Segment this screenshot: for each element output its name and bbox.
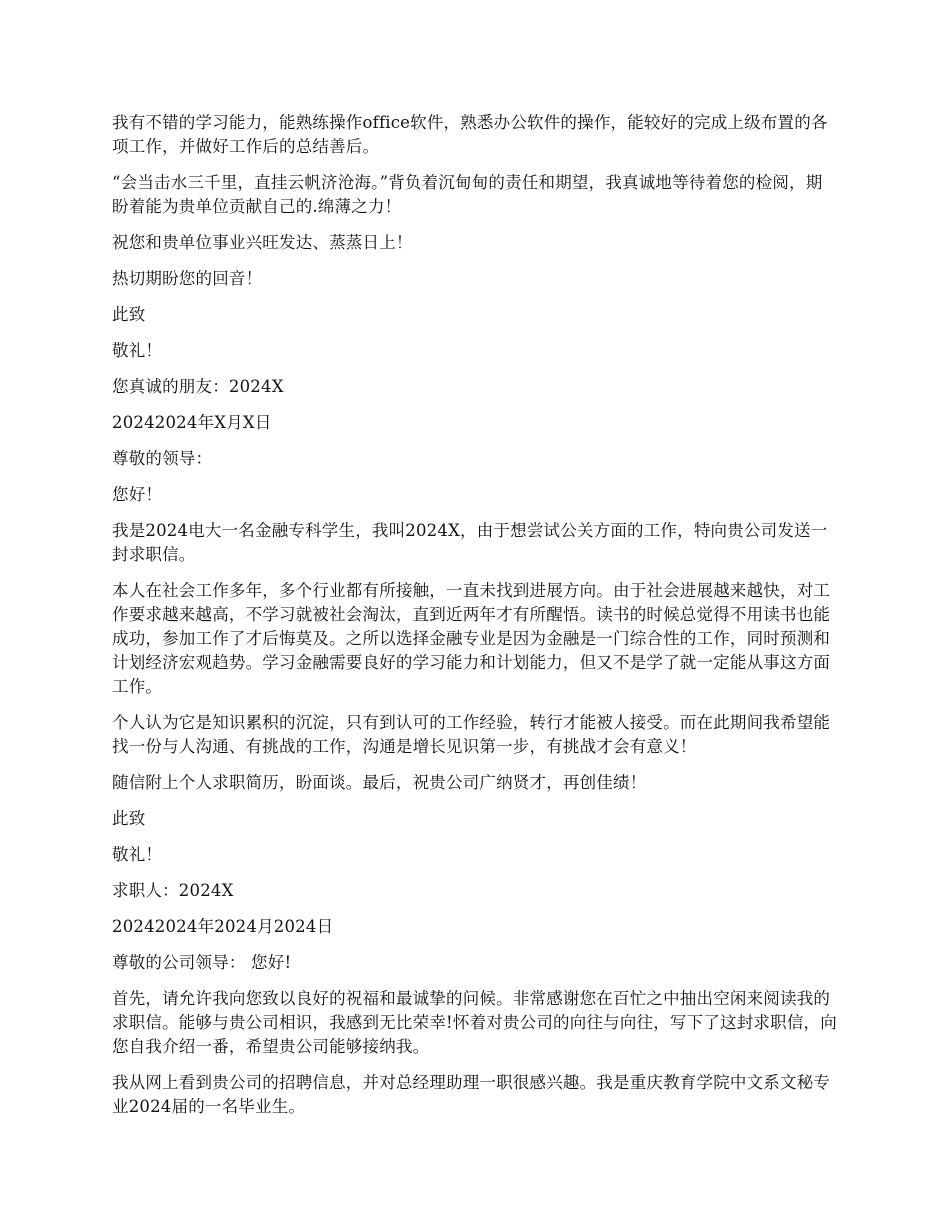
paragraph-await-reply: 热切期盼您的回音！ [112, 269, 263, 288]
closing-regards: 敬礼！ [112, 341, 163, 360]
date-line: 20242024年X月X日 [112, 413, 272, 432]
paragraph-intro: 我是2024电大一名金融专科学生，我叫2024X，由于想尝试公关方面的工作，特向贵公司发送一封求职信。 [112, 521, 828, 564]
date-line: 20242024年2024月2024日 [112, 917, 334, 936]
greeting-hello: 您好！ [112, 485, 163, 504]
closing-salutation: 此致 [112, 809, 146, 828]
paragraph-skills: 我有不错的学习能力，能熟练操作office软件，熟悉办公软件的操作，能较好的完成上级布置的各项工作，并做好工作后的总结善后。 [112, 113, 828, 156]
greeting-recipient: 尊敬的领导： [112, 449, 213, 468]
greeting-recipient: 尊敬的公司领导： 您好! [112, 953, 292, 972]
signature: 求职人：2024X [112, 881, 234, 900]
paragraph-experience: 本人在社会工作多年，多个行业都有所接触，一直未找到进展方向。由于社会进展越来越快，对工作要求越来越高，不学习就被社会淘汰，直到近两年才有所醒悟。读书的时候总觉得不用读书也能成功，参加工作了才后悔莫及。之所以选择金融专业是因为金融是一门综合性的工作，同时预测和计划经济宏观趋势。学习金融需要良好的学习能力和计划能力，但又不是学了就一定能从事这方面工作。 [112, 581, 831, 696]
closing-salutation: 此致 [112, 305, 146, 324]
paragraph-resume: 随信附上个人求职简历，盼面谈。最后，祝贵公司广纳贤才，再创佳绩！ [112, 773, 647, 792]
paragraph-goals: 个人认为它是知识累积的沉淀，只有到认可的工作经验，转行才能被人接受。而在此期间我希望能找一份与人沟通、有挑战的工作，沟通是增长见识第一步，有挑战才会有意义！ [112, 713, 831, 756]
closing-regards: 敬礼！ [112, 845, 163, 864]
paragraph-position-interest: 我从网上看到贵公司的招聘信息，并对总经理助理一职很感兴趣。我是重庆教育学院中文系文秘专业2024届的一名毕业生。 [112, 1073, 831, 1116]
paragraph-opening: 首先，请允许我向您致以良好的祝福和最诚挚的问候。非常感谢您在百忙之中抽出空闲来阅读我的求职信。能够与贵公司相识，我感到无比荣幸!怀着对贵公司的向往与向往，写下了这封求职信，向您自我介绍一番，希望贵公司能够接纳我。 [112, 989, 837, 1056]
paragraph-quote: “会当击水三千里，直挂云帆济沧海。”背负着沉甸甸的责任和期望，我真诚地等待着您的检阅，期盼着能为贵单位贡献自己的.绵薄之力！ [112, 173, 823, 216]
signature: 您真诚的朋友：2024X [112, 377, 284, 396]
paragraph-wishes: 祝您和贵单位事业兴旺发达、蒸蒸日上！ [112, 233, 413, 252]
